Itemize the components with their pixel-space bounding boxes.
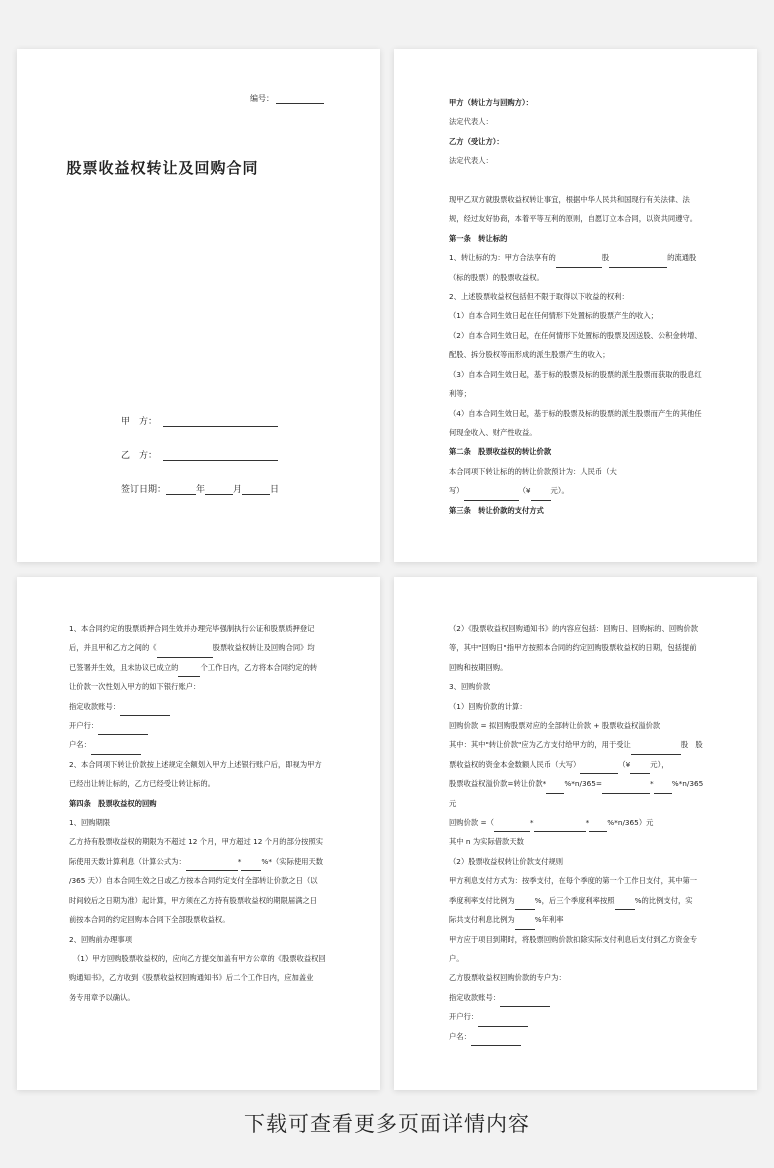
text-line: （3）自本合同生效日起，基于标的股票及标的股票的派生股票而获取的股息红 <box>449 369 702 379</box>
blank <box>241 858 261 871</box>
page-2-text <box>449 93 717 520</box>
text: %*n/365）元 <box>607 818 654 828</box>
contract-page-4 <box>394 577 757 1090</box>
text: 元）。 <box>550 486 569 496</box>
text: 际使用天数计算利息（计算公式为： <box>69 856 186 866</box>
text-line: （2）自本合同生效日起，在任何情形下处置标的股票及因送股、公积金转增、 <box>449 330 702 340</box>
preamble-line-1: 现甲乙双方就股票收益权转让事宜，根据中华人民共和国现行有关法律、法 <box>449 195 690 205</box>
blank <box>602 781 650 794</box>
text: 的流通股 <box>667 253 697 263</box>
text: 其中：其中"转让价款"应为乙方支付给甲方的，用于受让 <box>449 740 631 750</box>
text-line: 回购和按期回购。 <box>449 662 508 672</box>
text-line: （2）股票收益权转让价款支付规则 <box>449 856 564 866</box>
text: 指定收款账号： <box>69 701 121 711</box>
text: 后，并且甲和乙方之间的《 <box>69 643 157 653</box>
blank <box>471 1033 521 1046</box>
blank <box>631 742 681 755</box>
text: 个工作日内，乙方将本合同约定的转 <box>200 662 318 672</box>
blank <box>186 858 238 871</box>
text: 元）， <box>650 759 669 769</box>
formula-line <box>69 852 340 871</box>
blank <box>178 664 200 677</box>
contract-page-3 <box>17 577 380 1090</box>
text-line: 1、回购期限 <box>69 818 111 828</box>
article-4-heading: 第四条 股票收益权的回购 <box>69 798 157 808</box>
text: %*n/365= <box>564 779 603 789</box>
contract-cover-page <box>17 49 380 562</box>
blank <box>609 255 667 268</box>
text: 已签署并生效，且未协议已成立的 <box>69 662 179 672</box>
text-line: 乙方股票收益权回购价款的专户为： <box>449 973 566 983</box>
text: * <box>237 856 242 866</box>
price-line <box>449 481 717 500</box>
text-line: 3、回购价款 <box>449 682 491 692</box>
account-name-line <box>449 1027 721 1046</box>
text-line: 务专用章予以确认。 <box>69 992 135 1002</box>
text-line <box>449 755 721 774</box>
blank <box>534 819 586 832</box>
contract-number-blank <box>276 103 324 104</box>
text: %*（实际使用天数 <box>261 856 324 866</box>
blank <box>654 781 672 794</box>
blank <box>98 722 148 735</box>
text-line: 购通知书》，乙方收到《股票收益权回购通知书》后二个工作日内，应加盖业 <box>69 973 314 983</box>
text: %的比例支付，实 <box>634 895 693 905</box>
contract-number <box>250 93 324 104</box>
account-number-line <box>449 988 721 1007</box>
text-line: （标的股票）的股票收益权。 <box>449 272 544 282</box>
text-line: 户。 <box>449 953 464 963</box>
party-a-rep: 法定代表人： <box>449 117 493 127</box>
text-line: 配股、拆分股权等而形成的派生股票产生的收入； <box>449 350 610 360</box>
year-label: 年 <box>196 485 206 495</box>
party-b-rep: 法定代表人： <box>449 156 493 166</box>
bank-line <box>69 716 340 735</box>
text: 季度利率支付比例为 <box>449 895 515 905</box>
page-3-text <box>69 619 340 1007</box>
text-line: /365 天））自本合同生效之日或乙方按本合同约定支付全部转让价款之日（以 <box>69 876 318 886</box>
text-line: 本合同项下转让标的的转让价款预计为：人民币（大 <box>449 466 617 476</box>
month-label: 月 <box>233 485 243 495</box>
text: 户名： <box>449 1031 471 1041</box>
account-name-line <box>69 735 340 754</box>
blank <box>546 781 564 794</box>
download-more-caption[interactable]: 下载可查看更多页面详情内容 <box>244 1112 530 1136</box>
blank <box>556 255 602 268</box>
text-line: 乙方持有股票收益权的期限为不超过 12 个月，甲方超过 12 个月的部分按照实 <box>69 837 324 847</box>
text-line: 2、本合同项下转让价款按上述规定全额划入甲方上述银行账户后，即视为甲方 <box>69 759 322 769</box>
text-line: 前按本合同的约定回购本合同下全部股票收益权。 <box>69 915 230 925</box>
text: （¥ <box>618 759 631 769</box>
text-line <box>449 910 721 929</box>
blank <box>515 917 535 930</box>
text: 际共支付利息比例为 <box>449 915 515 925</box>
text-line: （4）自本合同生效日起，基于标的股票及标的股票的派生股票而产生的其他任 <box>449 408 702 418</box>
text-line <box>69 658 340 677</box>
blank <box>589 819 607 832</box>
blank <box>494 819 530 832</box>
text-line: 何现金收入、财产性收益。 <box>449 427 537 437</box>
text-line: 1、本合同约定的股票质押合同生效并办理完毕强制执行公证和股票质押登记 <box>69 624 315 633</box>
text: %，后三个季度利率按照 <box>534 895 615 905</box>
text-line: 已经出让转让标的，乙方已经受让转让标的。 <box>69 779 215 789</box>
text: 指定收款账号： <box>449 992 501 1002</box>
text-line: 回购价款 = 拟回购股票对应的全部转让价款 + 股票收益权溢价款 <box>449 721 661 731</box>
spacer <box>449 171 717 190</box>
text-line: 利等； <box>449 389 471 399</box>
signing-date <box>121 482 279 495</box>
contract-title: 股票收益权转让及回购合同 <box>66 159 259 177</box>
text: 回购价款 =（ <box>449 818 494 828</box>
month-blank <box>205 494 233 495</box>
text-line: 时间较后之日期为准）起计算，甲方须在乙方持有股票收益权的期限届满之日 <box>69 895 318 905</box>
text: %*n/365 <box>671 779 704 789</box>
blank <box>464 488 519 501</box>
premium-formula-line <box>449 774 721 793</box>
blank <box>580 761 618 774</box>
preamble-line-2: 规，经过友好协商，本着平等互利的原则，自愿订立本合同，以资共同遵守。 <box>449 214 698 224</box>
party-a-heading: 甲方（转让方与回购方）： <box>449 98 533 107</box>
blank <box>630 761 650 774</box>
article-1-heading: 第一条 转让标的 <box>449 233 508 243</box>
text: 股 股 <box>680 740 703 750</box>
text-line: 2、上述股票收益权包括但不限于取得以下收益的权利： <box>449 292 629 302</box>
text: 股票收益权溢价款=转让价款* <box>449 779 547 789</box>
blank <box>91 742 141 755</box>
text: * <box>529 818 534 828</box>
text-line <box>69 638 340 657</box>
text-line: 元 <box>449 798 457 808</box>
text: 户名： <box>69 740 91 750</box>
text: 股票收益权转让及回购合同》均 <box>212 643 315 653</box>
text: 股 <box>601 253 610 263</box>
text: * <box>650 779 654 789</box>
text: 写） <box>449 486 464 496</box>
text-line: （1）甲方回购股票收益权的，应向乙方提交加盖有甲方公章的《股票收益权回 <box>73 953 326 963</box>
bank-line <box>449 1007 721 1026</box>
article-2-heading: 第二条 股票收益权的转让价款 <box>449 447 552 457</box>
contract-number-label: 编号： <box>250 94 274 103</box>
party-a-signature <box>121 414 278 427</box>
text-line: （2）《股票收益权回购通知书》的内容应包括：回购日、回购标的、回购价款 <box>449 624 699 633</box>
text: （¥ <box>518 486 531 496</box>
text-line: （1）自本合同生效日起在任何情形下处置标的股票产生的收入； <box>449 311 658 321</box>
blank <box>157 645 213 658</box>
text-line: 甲方利息支付方式为：按季支付，在每个季度的第一个工作日支付，其中第一 <box>449 876 698 886</box>
price-formula-line <box>449 813 721 832</box>
text-line: （1）回购价款的计算： <box>449 701 527 711</box>
text: 1、转让标的为：甲方合法享有的 <box>449 253 556 263</box>
text-line: 甲方应于项目到期时，将股票回购价款扣除实际支付利息后支付到乙方资金专 <box>449 934 698 944</box>
text-line: 其中 n 为实际借款天数 <box>449 837 524 847</box>
blank <box>500 994 550 1007</box>
blank <box>478 1014 528 1027</box>
page-4-text <box>449 619 721 1046</box>
text: * <box>585 818 590 828</box>
text: 开户行： <box>69 721 99 731</box>
account-number-line <box>69 697 340 716</box>
year-blank <box>166 494 196 495</box>
text: 票收益权的资金本金数额人民币（大写） <box>449 759 581 769</box>
blank <box>531 488 551 501</box>
transfer-object-line <box>449 248 717 267</box>
text-line: 等，其中"回购日"指甲方按照本合同的约定回购股票收益权的日期，包括提前 <box>449 643 697 653</box>
text-line: 让价款一次性划入甲方的如下银行账户： <box>69 682 201 692</box>
blank <box>120 703 170 716</box>
text-line <box>449 891 721 910</box>
text: 开户行： <box>449 1012 479 1022</box>
day-blank <box>242 494 270 495</box>
article-3-heading: 第三条 转让价款的支付方式 <box>449 505 544 515</box>
date-label: 签订日期： <box>121 485 167 495</box>
text-line <box>449 735 721 754</box>
blank <box>515 897 535 910</box>
party-a-label: 甲 方： <box>121 417 158 427</box>
party-b-blank <box>163 460 278 461</box>
party-b-signature <box>121 448 278 461</box>
party-b-heading: 乙方（受让方）： <box>449 136 504 146</box>
blank <box>615 897 635 910</box>
contract-page-2 <box>394 49 757 562</box>
day-label: 日 <box>270 485 280 495</box>
text: %年利率 <box>534 915 564 925</box>
party-b-label: 乙 方： <box>121 451 158 461</box>
text-line: 2、回购前办理事项 <box>69 934 133 944</box>
party-a-blank <box>163 426 278 427</box>
